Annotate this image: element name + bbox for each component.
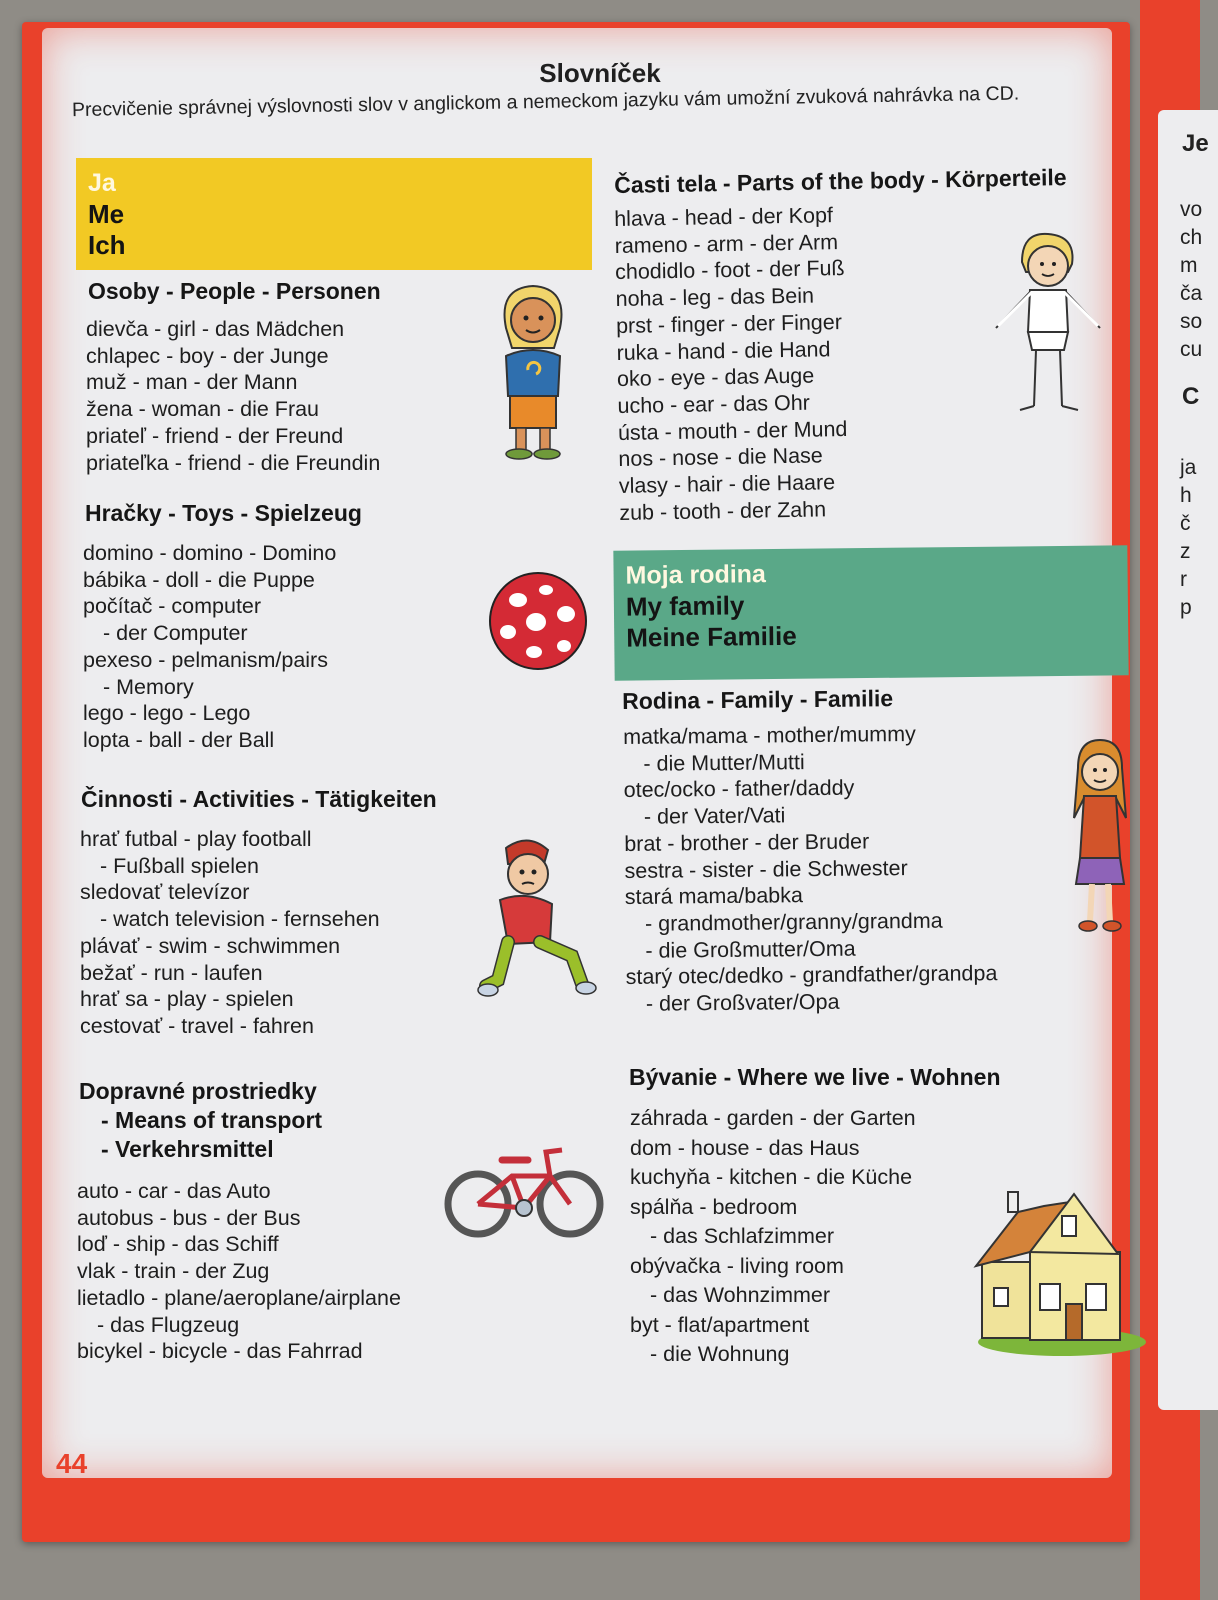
banner-family-line-2: My family [625,590,745,622]
vocab-entry: autobus - bus - der Bus [77,1205,301,1230]
vocab-entry: bežať - run - laufen [80,960,263,985]
girl-illustration [488,278,578,464]
section-heading-people: Osoby - People - Personen [88,278,381,304]
next-page-bold: C [1182,383,1200,410]
vocab-entry: stará mama/babka [624,883,803,910]
page-number: 44 [56,1448,88,1479]
next-page-fragment: so [1180,310,1203,333]
vocab-entry: záhrada - garden - der Garten [630,1106,916,1130]
vocab-entry: počítač - computer [83,594,262,619]
vocab-entry: ucho - ear - das Ohr [617,390,811,418]
next-page-fragment: cu [1180,338,1203,361]
section-heading-living: Bývanie - Where we live - Wohnen [629,1064,1001,1090]
vocab-entry: priateľ - friend - der Freund [86,423,344,448]
vocab-entry: sestra - sister - die Schwester [624,855,908,883]
next-page-fragment: ča [1180,282,1203,305]
vocab-entry: - watch television - fernsehen [100,907,380,932]
vocab-entry: - Fußball spielen [100,853,259,878]
next-page-fragment: m [1180,254,1198,277]
running-boy-illustration [478,834,602,1006]
list-living [630,1104,916,1370]
vocab-entry: - der Computer [103,621,248,646]
vocab-entry: - die Wohnung [650,1342,790,1366]
next-page-fragment: vo [1180,198,1203,221]
next-page-fragment: ja [1180,456,1197,479]
section-heading-transport-1: Dopravné prostriedky [79,1078,317,1104]
vocab-entry: obývačka - living room [630,1253,844,1278]
ball-illustration [486,570,590,672]
vocab-entry: hlava - head - der Kopf [614,203,834,231]
vocab-entry: hrať sa - play - spielen [80,987,294,1012]
vocab-entry: chlapec - boy - der Junge [86,343,329,368]
banner-me [76,158,592,270]
girl-with-pigtails-illustration [1064,738,1136,936]
section-heading-body: Časti tela - Parts of the body - Körperteile [614,164,1067,198]
banner-me-line-1: Ja [88,169,116,197]
banner-me-line-3: Ich [88,230,126,260]
section-heading-transport-3: - Verkehrsmittel [101,1136,274,1162]
vocab-entry: dievča - girl - das Mädchen [86,317,345,341]
list-family [623,720,998,1018]
vocab-entry: priateľka - friend - die Freundin [86,450,381,475]
next-page-fragment: r [1180,568,1187,591]
next-page-fragment: p [1180,596,1192,619]
section-heading-toys: Hračky - Toys - Spielzeug [85,500,362,526]
vocab-entry: oko - eye - das Auge [616,363,815,392]
vocab-entry: zub - tooth - der Zahn [619,497,827,525]
vocab-entry: vlasy - hair - die Haare [618,470,836,498]
vocab-entry: matka/mama - mother/mummy [623,721,916,749]
list-activities [80,826,380,1040]
vocab-entry: bicykel - bicycle - das Fahrrad [77,1339,363,1364]
vocab-entry: - die Großmutter/Oma [645,936,856,963]
next-page-fragment: ch [1180,226,1203,249]
banner-family-line-1: Moja rodina [625,560,767,590]
vocab-entry: starý otec/dedko - grandfather/grandpa [625,961,998,990]
next-page-heading: Je [1182,130,1209,157]
vocab-entry: dom - house - das Haus [630,1135,860,1160]
vocab-entry: kuchyňa - kitchen - die Küche [630,1165,913,1189]
vocab-entry: lietadlo - plane/aeroplane/airplane [77,1285,401,1310]
vocab-entry: plávať - swim - schwimmen [80,933,341,958]
vocab-entry: ruka - hand - die Hand [616,336,831,365]
vocab-entry: domino - domino - Domino [83,541,337,565]
vocab-entry: byt - flat/apartment [630,1312,810,1337]
vocab-entry: auto - car - das Auto [77,1179,271,1203]
next-page-fragment: z [1180,540,1191,563]
vocab-entry: lopta - ball - der Ball [83,727,275,752]
vocab-entry: loď - ship - das Schiff [77,1232,279,1257]
vocab-entry: cestovať - travel - fahren [80,1013,314,1038]
vocab-entry: lego - lego - Lego [83,701,251,726]
vocab-entry: hrať futbal - play football [80,827,312,851]
vocab-entry: - der Großvater/Opa [645,989,840,1016]
bicycle-illustration [442,1142,604,1242]
section-heading-activities: Činnosti - Activities - Tätigkeiten [81,786,437,812]
vocab-entry: otec/ocko - father/daddy [623,775,855,803]
vocab-entry: - das Wohnzimmer [650,1283,831,1307]
list-people [86,316,380,476]
next-page-fragment: č [1180,512,1191,535]
vocab-entry: ústa - mouth - der Mund [617,416,848,445]
list-body [614,202,849,526]
vocab-entry: - die Mutter/Mutti [643,749,805,776]
section-heading-family: Rodina - Family - Familie [622,685,894,714]
vocab-entry: spálňa - bedroom [630,1194,798,1219]
banner-family-line-3: Meine Familie [626,620,797,653]
body-figure-illustration [990,232,1110,422]
vocab-entry: - der Vater/Vati [643,803,786,829]
list-toys [83,540,336,754]
section-heading-transport-2: - Means of transport [101,1107,323,1133]
vocab-entry: - grandmother/granny/grandma [644,908,943,936]
vocab-entry: chodidlo - foot - der Fuß [614,256,845,285]
house-illustration [970,1192,1150,1360]
vocab-entry: nos - nose - die Nase [618,443,823,472]
vocab-entry: - Memory [103,674,194,699]
list-transport [77,1178,401,1365]
vocab-entry: rameno - arm - der Arm [614,229,839,258]
vocab-entry: brat - brother - der Bruder [624,829,870,856]
vocab-entry: sledovať televízor [80,880,250,905]
vocab-entry: pexeso - pelmanism/pairs [83,647,328,672]
page-subtitle: Precvičenie správnej výslovnosti slov v anglickom a nemeckom jazyku vám umožní zvuková nahrávka na CD. [71,82,1020,122]
next-page-fragment: h [1180,484,1192,507]
vocab-entry: noha - leg - das Bein [615,283,815,312]
vocab-entry: - das Schlafzimmer [650,1224,834,1248]
vocab-entry: prst - finger - der Finger [615,309,843,338]
vocab-entry: vlak - train - der Zug [77,1259,270,1284]
vocab-entry: muž - man - der Mann [86,370,298,395]
vocab-entry: bábika - doll - die Puppe [83,567,315,592]
vocab-entry: žena - woman - die Frau [86,397,320,422]
vocab-entry: - das Flugzeug [97,1312,240,1337]
banner-me-line-2: Me [88,199,125,229]
banner-family [613,545,1128,680]
page-title: Slovníček [539,58,661,88]
